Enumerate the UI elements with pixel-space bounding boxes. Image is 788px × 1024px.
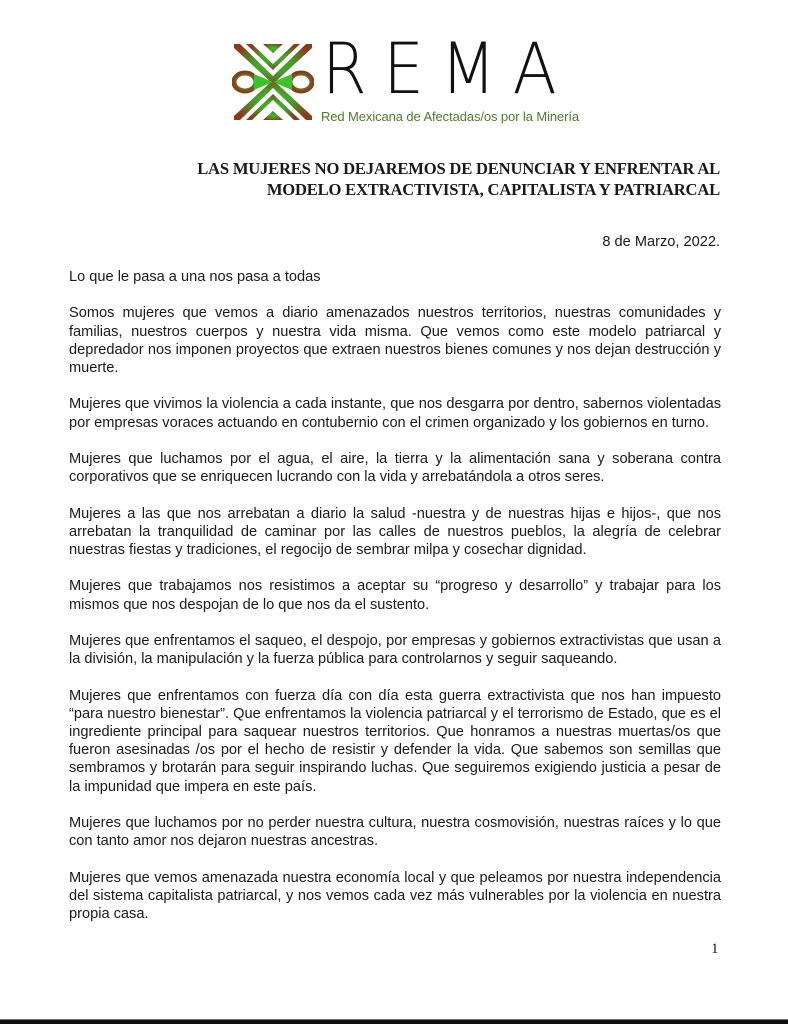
rema-logo bbox=[232, 28, 580, 128]
document-body bbox=[69, 268, 721, 941]
title-line-2: MODELO EXTRACTIVISTA, CAPITALISTA Y PATRIARCAL bbox=[266, 180, 720, 199]
title-line-1: LAS MUJERES NO DEJAREMOS DE DENUNCIAR Y ENFRENTAR AL bbox=[197, 159, 720, 178]
paragraph: Mujeres que trabajamos nos resistimos a aceptar su “progreso y desarrollo” y trabajar para los mismos que nos despojan de lo que nos da el sustento. bbox=[69, 578, 721, 613]
paragraph: Mujeres que enfrentamos el saqueo, el despojo, por empresas y gobiernos extractivistas que usan a la división, la manipulación y la fuerza pública para controlarnos y seguir saqueando. bbox=[69, 632, 721, 668]
document-title bbox=[120, 158, 720, 200]
rema-crossed-emblem-icon bbox=[232, 42, 314, 122]
lead-line: Lo que le pasa a una nos pasa a todas bbox=[69, 269, 321, 285]
page-bottom-border bbox=[0, 1019, 788, 1024]
logo-wordmark: REMA bbox=[322, 28, 574, 110]
logo-subtitle: Red Mexicana de Afectadas/os por la Minería bbox=[321, 109, 580, 124]
paragraph: Mujeres que luchamos por no perder nuestra cultura, nuestra cosmovisión, nuestras raíces y lo que con tanto amor nos dejaron nuestras ancestras. bbox=[69, 814, 721, 850]
paragraph: Mujeres a las que nos arrebatan a diario la salud -nuestra y de nuestras hijas e hijos-, que nos arrebatan la tranquilidad de caminar por las calles de nuestros pueblos, la alegría de celebrar nuestras fiestas y tradiciones, el regocijo de sembrar milpa y cosechar dignidad. bbox=[69, 505, 721, 558]
paragraph: Mujeres que enfrentamos con fuerza día con día esta guerra extractivista que nos han impuesto “para nuestro bienestar”. Que enfrentamos la violencia patriarcal y el terrorismo de Estado, que es el ingrediente principal para saquear nuestros territorios. Que honramos a nuestras muertas/os que fueron asesinadas /os por el hecho de resistir y defender la vida. Que sabemos son semillas que sembramos y brotarán para seguir inspirando luchas. Que seguiremos exigiendo justicia a pesar de la impunidad que impera en este país. bbox=[69, 687, 721, 795]
paragraph: Mujeres que vemos amenazada nuestra economía local y que peleamos por nuestra independencia del sistema capitalista patriarcal, y nos vemos cada vez más vulnerables por la violencia en nuestra propia casa. bbox=[69, 869, 721, 922]
paragraph: Somos mujeres que vemos a diario amenazados nuestros territorios, nuestras comunidades y familias, nuestros cuerpos y nuestra vida misma. Que vemos como este modelo patriarcal y depredador nos imponen proyectos que extraen nuestros bienes comunes y nos dejan destrucción y muerte. bbox=[69, 305, 721, 376]
paragraph: Mujeres que luchamos por el agua, el aire, la tierra y la alimentación sana y soberana contra corporativos que se enriquecen lucrando con la vida y arrebatándola a otros seres. bbox=[69, 450, 721, 486]
page-number: 1 bbox=[711, 941, 719, 957]
document-date: 8 de Marzo, 2022. bbox=[602, 234, 720, 250]
paragraph: Mujeres que vivimos la violencia a cada instante, que nos desgarra por dentro, sabernos violentadas por empresas voraces actuando en contubernio con el crimen organizado y los gobiernos en turno. bbox=[69, 396, 721, 431]
